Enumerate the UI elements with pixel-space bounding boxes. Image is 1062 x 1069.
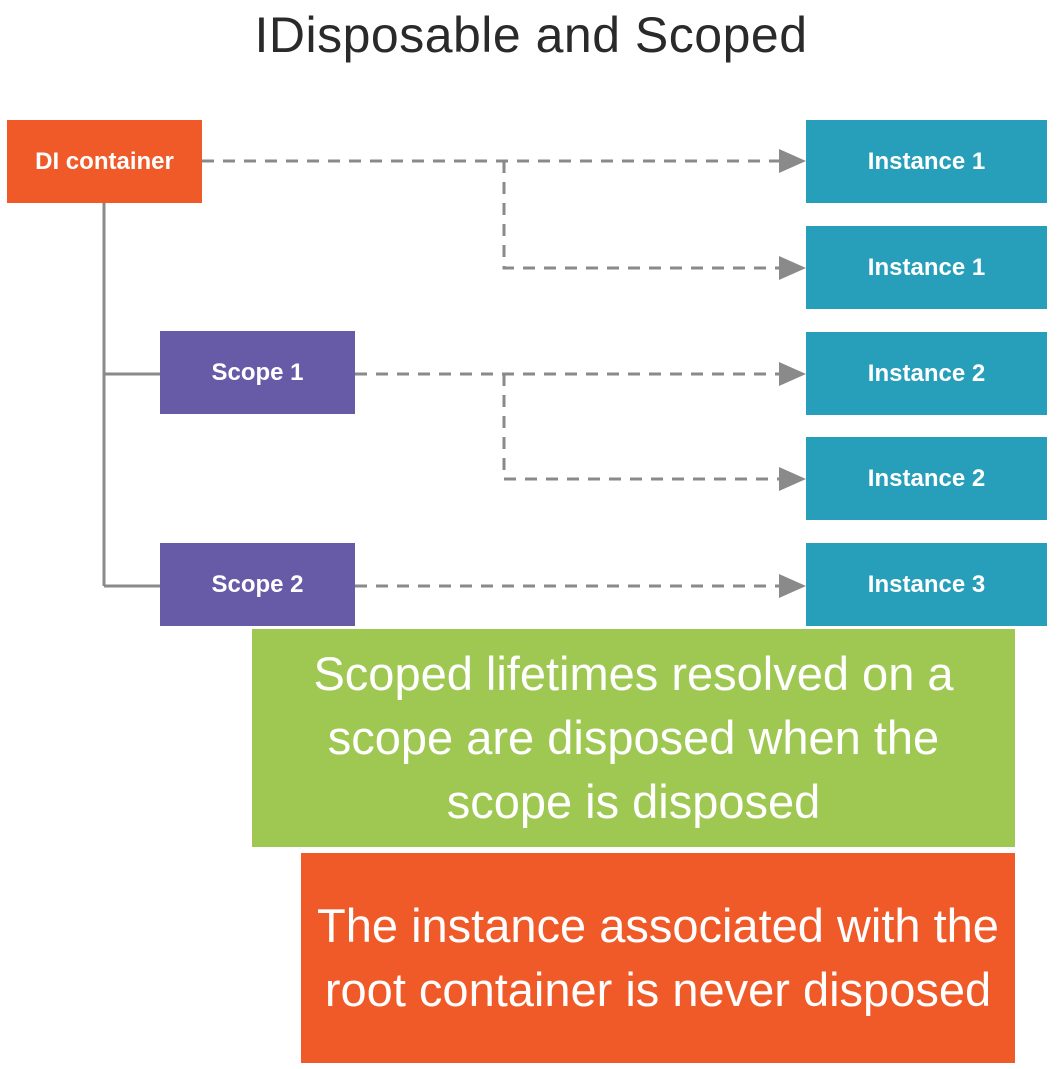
root-container-callout (301, 853, 1015, 1063)
instance-node (806, 437, 1047, 520)
instance-label: Instance 2 (867, 359, 986, 387)
instance-node (806, 332, 1047, 415)
scope-2-node (160, 543, 355, 626)
arrow-scope1-instance2b (504, 374, 803, 479)
scope-1-label: Scope 1 (211, 358, 304, 386)
scope-2-label: Scope 2 (211, 570, 304, 598)
di-container-node (7, 120, 202, 203)
instance-node (806, 543, 1047, 626)
instance-node (806, 226, 1047, 309)
instance-label: Instance 1 (867, 147, 986, 175)
scoped-disposal-text: Scoped lifetimes resolved on a scope are disposed when the scope is disposed (313, 647, 954, 828)
arrow-container-instance1b (504, 161, 803, 268)
instance-label: Instance 2 (867, 464, 986, 492)
instance-node (806, 120, 1047, 203)
root-container-text: The instance associated with the root container is never disposed (317, 899, 999, 1016)
di-container-label: DI container (35, 147, 174, 175)
instance-label: Instance 3 (867, 570, 986, 598)
scoped-disposal-callout (252, 629, 1015, 847)
diagram-title: IDisposable and Scoped (254, 7, 808, 63)
hierarchy-lines (104, 203, 160, 586)
instance-label: Instance 1 (867, 253, 986, 281)
scope-1-node (160, 331, 355, 414)
